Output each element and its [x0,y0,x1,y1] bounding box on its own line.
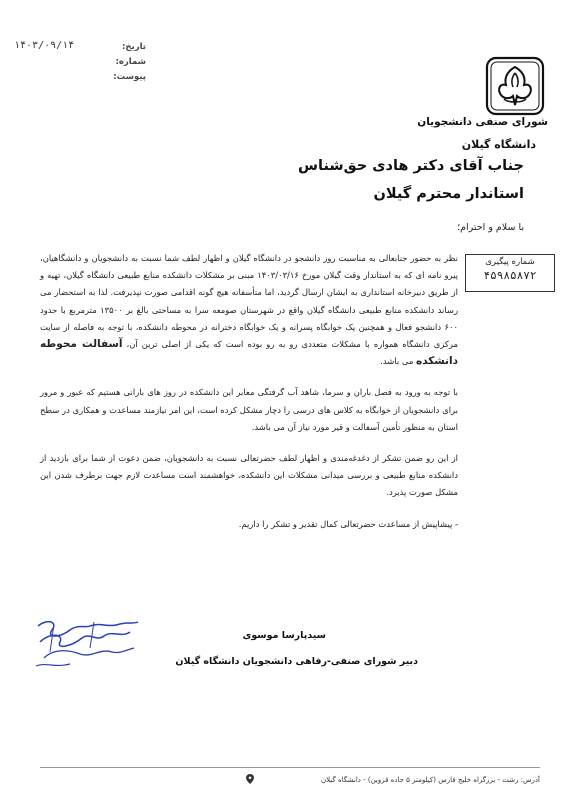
body-paragraph-3: از این رو ضمن تشکر از دغدغه‌مندی و اظهار لطف حضرتعالی نسبت به دانشجویان، ضمن دعوت از شما برای بازدید از دانشکده منابع طبیعی و بررسی میدانی مشکلات این دانشکده، خواهشمند است مساعدت لازم جهت برطرف شدن این مشکل صورت پذیرد. [40,453,458,498]
signatory-title: دبیر شورای صنفی-رفاهی دانشجویان دانشگاه گیلان [175,656,418,667]
paragraph-1-text: نظر به حضور جنابعالی به مناسبت روز دانشجو در دانشگاه گیلان و اظهار لطف شما نسبت به دانشجویان و دانشگاهیان، پیرو نامه ای که به استاندار وقت گیلان مورخ ۱۴۰۳/۰۳/۱۶ مبنی بر مشکلات دانشکده منابع طبیعی دانشگاه گیلان، تهیه و از طریق دبیرخانه استانداری به ایشان ارسال گردید، اما متأسفانه هیچ گونه اقدامی صورت نپذیرفت. لذا به استحضار می رساند دانشکده منابع طبیعی دانشگاه گیلان واقع در شهرستان صومعه سرا به مساحتی بالغ بر ۱۳۵۰۰ مترمربع با حدود ۶۰۰ دانشجو فعال و همچنین یک خوابگاه پسرانه و یک خوابگاه دخترانه در محوطه دانشکده، با توجه به فاصله از سایت مرکزی دانشگاه همواره با مشکلات متعددی رو به رو بوده است که یکی از اصلی ترین آن، [40,253,458,350]
body-paragraph-2: با توجه به ورود به فصل باران و سرما، شاهد آب گرفتگی معابر این دانشکده در روز های بارانی هستیم که عبور و مرور برای دانشجویان از خوابگاه به کلاس های درسی را دچار مشکل کرده است، این امر نیازمند مساعدت و همکاری در سطح استان به منظور تأمین آسفالت و قیر مورد نیاز آن می باشد. [40,387,458,432]
university-name: دانشگاه گیلان [461,138,536,151]
addressee-title: استاندار محترم گیلان [373,186,524,202]
tracking-number-box [465,254,555,292]
addressee-name: جناب آقای دکتر هادی حق‌شناس [298,158,524,174]
location-pin-icon [246,774,254,784]
body-paragraph-4: - پیشاپیش از مساعدت حضرتعالی کمال تقدیر و تشکر را داریم. [238,518,458,529]
date-label: تاریخ: [122,42,146,52]
signatory-name: سیدپارسا موسوی [242,630,326,641]
handwritten-signature [30,612,142,674]
tracking-label: شماره پیگیری [485,257,535,267]
number-label: شماره: [115,57,146,67]
attachment-label: پیوست: [113,72,146,82]
university-logo-icon [484,55,546,117]
footer-address: آدرس: رشت - بزرگراه خلیج فارس (کیلومتر ۵ جاده قزوین) - دانشگاه گیلان [320,776,540,784]
letter-meta-labels [86,40,146,85]
organization-name: شورای صنفی دانشجویان [417,116,548,128]
greeting: با سلام و احترام؛ [457,222,524,233]
body-paragraph-1 [40,250,458,370]
letter-body [40,250,458,547]
footer-divider [40,767,540,768]
paragraph-1-end: می باشد. [380,356,414,367]
paragraph-1-bold: آسفالت محوطه دانشکده [40,338,458,368]
letter-date: ۱۴۰۳/۰۹/۱۴ [14,40,75,51]
tracking-number: ۴۵۹۸۵۸۷۲ [483,269,537,282]
addressee-block [298,158,524,202]
footer [40,767,540,793]
